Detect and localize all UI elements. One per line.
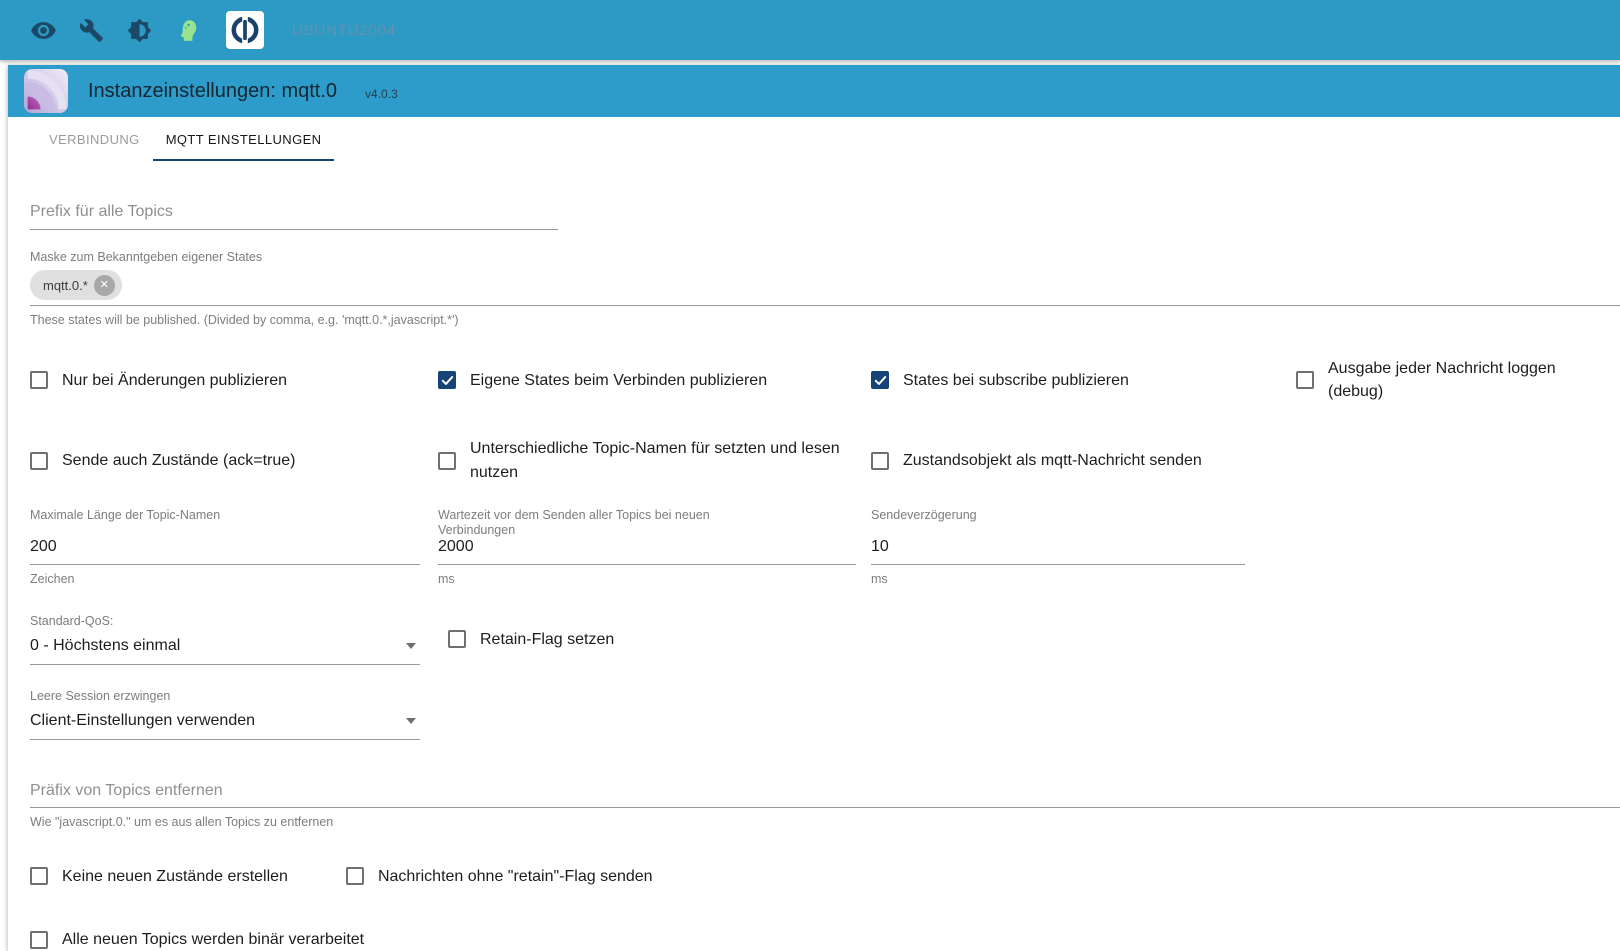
checkbox-publish-own-on-connect[interactable] bbox=[438, 369, 871, 392]
checkbox-label: States bei subscribe publizieren bbox=[903, 371, 1129, 389]
send-delay-on-connect-field bbox=[438, 508, 856, 586]
checkbox-label: Unterschiedliche Topic-Namen für setzten und lesen nutzen bbox=[470, 440, 840, 481]
checkbox-send-ack-states[interactable] bbox=[30, 449, 438, 472]
checkbox-box[interactable] bbox=[871, 371, 889, 389]
dialog-header bbox=[8, 65, 1620, 117]
checkbox-box[interactable] bbox=[448, 630, 466, 648]
mask-field bbox=[30, 250, 1620, 327]
select-value: 0 - Höchstens einmal bbox=[30, 636, 181, 654]
send-interval-input[interactable]: 10 bbox=[871, 538, 1245, 565]
checkbox-only-changes[interactable] bbox=[30, 369, 438, 392]
send-interval-field bbox=[871, 508, 1245, 586]
top-toolbar bbox=[0, 0, 1620, 60]
iobroker-logo[interactable] bbox=[226, 11, 264, 49]
checkbox-different-topic-names[interactable] bbox=[438, 437, 871, 483]
checkbox-state-object-as-message[interactable] bbox=[871, 449, 1296, 472]
checkbox-box[interactable] bbox=[30, 867, 48, 885]
select-value-row[interactable] bbox=[30, 703, 420, 740]
mqtt-adapter-icon bbox=[24, 69, 68, 113]
checkbox-box[interactable] bbox=[30, 371, 48, 389]
checkbox-box[interactable] bbox=[1296, 371, 1314, 389]
checkbox-label: Keine neuen Zustände erstellen bbox=[62, 867, 288, 885]
select-label: Leere Session erzwingen bbox=[30, 688, 171, 703]
mask-chip[interactable] bbox=[30, 270, 122, 300]
remove-prefix-field[interactable] bbox=[30, 782, 1620, 808]
qos-row bbox=[30, 586, 1620, 665]
send-delay-on-connect-input[interactable]: 2000 bbox=[438, 538, 856, 565]
remove-prefix-helper: Wie "javascript.0." um es aus allen Topics zu entfernen bbox=[30, 814, 334, 829]
checkbox-box[interactable] bbox=[346, 867, 364, 885]
checkbox-publish-on-subscribe[interactable] bbox=[871, 369, 1296, 392]
clean-session-select[interactable] bbox=[30, 689, 420, 740]
checkbox-label: Zustandsobjekt als mqtt-Nachricht senden bbox=[903, 451, 1202, 469]
select-value-row[interactable] bbox=[30, 628, 420, 665]
checkbox-label: Nur bei Änderungen publizieren bbox=[62, 371, 288, 389]
wrench-icon[interactable] bbox=[78, 17, 104, 43]
mask-helper: These states will be published. (Divided by comma, e.g. 'mqtt.0.*,javascript.*') bbox=[30, 313, 459, 327]
settings-form bbox=[8, 203, 1620, 951]
checkbox-box[interactable] bbox=[30, 931, 48, 949]
checkbox-label: Alle neuen Topics werden binär verarbeitet bbox=[62, 930, 365, 948]
expert-mode-icon[interactable] bbox=[174, 17, 200, 43]
checkbox-debug-log[interactable] bbox=[1296, 357, 1620, 403]
brightness-icon[interactable] bbox=[126, 17, 152, 43]
checkbox-box[interactable] bbox=[438, 371, 456, 389]
checkbox-box[interactable] bbox=[438, 452, 456, 470]
checkbox-label: Retain-Flag setzen bbox=[480, 630, 615, 648]
field-unit: Zeichen bbox=[30, 571, 75, 586]
checkbox-label: Nachrichten ohne "retain"-Flag senden bbox=[377, 867, 653, 885]
grid-spacer bbox=[1296, 508, 1620, 586]
max-topic-length-field bbox=[30, 508, 420, 586]
checkbox-label: Eigene States beim Verbinden publizieren bbox=[470, 371, 768, 389]
field-unit: ms bbox=[438, 571, 455, 586]
field-label: Maximale Länge der Topic-Namen bbox=[30, 507, 221, 522]
max-topic-length-input[interactable]: 200 bbox=[30, 538, 420, 565]
checkbox-box[interactable] bbox=[871, 452, 889, 470]
numeric-fields-row bbox=[30, 508, 1620, 586]
prefix-label: Prefix für alle Topics bbox=[30, 203, 173, 220]
checkbox-binary-topics[interactable] bbox=[30, 928, 1620, 951]
bottom-options-row bbox=[30, 865, 1620, 888]
checkbox-no-new-states[interactable] bbox=[30, 865, 304, 888]
visibility-icon[interactable] bbox=[30, 17, 56, 43]
tab-mqtt-einstellungen[interactable]: MQTT EINSTELLUNGEN bbox=[153, 117, 335, 161]
checkbox-label: Ausgabe jeder Nachricht loggen (debug) bbox=[1328, 360, 1556, 401]
field-unit: ms bbox=[871, 571, 888, 586]
select-label: Standard-QoS: bbox=[30, 613, 114, 628]
select-value: Client-Einstellungen verwenden bbox=[30, 711, 256, 729]
field-label: Wartezeit vor dem Senden aller Topics bei neuen Verbindungen bbox=[438, 507, 710, 537]
default-qos-select[interactable] bbox=[30, 614, 420, 665]
tab-bar bbox=[8, 117, 1620, 161]
chevron-down-icon bbox=[406, 643, 416, 649]
checkbox-box[interactable] bbox=[30, 452, 48, 470]
instance-settings-dialog bbox=[8, 65, 1620, 951]
checkbox-retain-flag[interactable] bbox=[448, 628, 630, 651]
checkbox-label: Sende auch Zustände (ack=true) bbox=[62, 451, 296, 469]
chip-text: mqtt.0.* bbox=[43, 277, 88, 293]
checkbox-send-without-retain[interactable] bbox=[346, 865, 669, 888]
prefix-field[interactable] bbox=[30, 203, 558, 230]
tab-verbindung[interactable]: VERBINDUNG bbox=[49, 132, 140, 147]
mask-label: Maske zum Bekanntgeben eigener States bbox=[30, 250, 263, 264]
host-name: UBUNTU2004 bbox=[292, 21, 396, 39]
adapter-version: v4.0.3 bbox=[365, 86, 398, 101]
dialog-title: Instanzeinstellungen: mqtt.0 bbox=[88, 79, 338, 102]
field-label: Sendeverzögerung bbox=[871, 507, 977, 522]
remove-prefix-label: Präfix von Topics entfernen bbox=[30, 781, 223, 799]
chevron-down-icon bbox=[406, 718, 416, 724]
chip-delete-icon[interactable]: × bbox=[94, 275, 115, 296]
publish-options-grid bbox=[30, 357, 1620, 484]
mask-chip-input[interactable] bbox=[30, 270, 1620, 306]
